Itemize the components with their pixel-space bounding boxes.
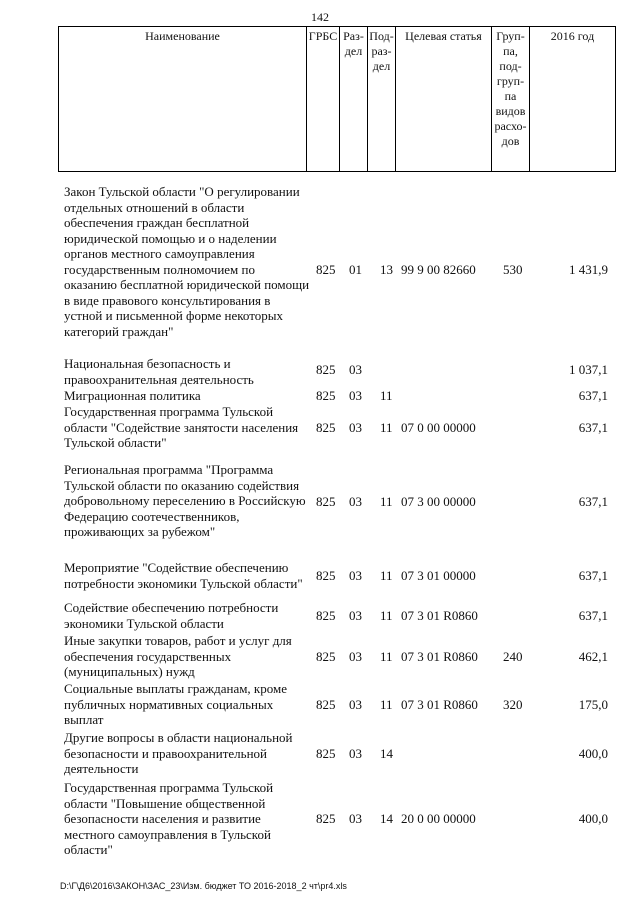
row-podrazdel: 11 [380, 608, 393, 623]
row-grbs: 825 [316, 568, 336, 583]
row-sum: 637,1 [578, 420, 608, 435]
row-podrazdel: 11 [380, 697, 393, 712]
row-podrazdel: 14 [380, 746, 393, 761]
row-name: Национальная безопасность и правоохранительная деятельность [64, 356, 254, 387]
row-name: Государственная программа Тульской области "Повышение общественной безопасности населения и развитие местного самоуправления в Тульской области" [64, 780, 274, 857]
row-vid: 240 [503, 649, 523, 664]
row-podrazdel: 11 [380, 494, 393, 509]
header-year: 2016 год [550, 29, 595, 43]
row-target: 99 9 00 82660 [401, 262, 476, 277]
row-name: Содействие обеспечению потребности экономики Тульской области [64, 600, 279, 631]
row-podrazdel: 11 [380, 649, 393, 664]
row-vid: 320 [503, 697, 523, 712]
row-sum: 1 431,9 [569, 262, 608, 277]
page-number: 142 [311, 10, 329, 24]
row-target: 07 3 01 R0860 [401, 649, 478, 664]
row-podrazdel: 11 [380, 568, 393, 583]
row-razdel: 03 [349, 420, 362, 435]
row-name: Мероприятие "Содействие обеспечению потребности экономики Тульской области" [64, 560, 303, 591]
row-podrazdel: 13 [380, 262, 393, 277]
row-razdel: 03 [349, 494, 362, 509]
row-grbs: 825 [316, 649, 336, 664]
row-grbs: 825 [316, 388, 336, 403]
row-razdel: 03 [349, 697, 362, 712]
row-sum: 175,0 [578, 697, 608, 712]
row-target: 07 3 00 00000 [401, 494, 476, 509]
row-podrazdel: 14 [380, 811, 393, 826]
row-razdel: 03 [349, 746, 362, 761]
row-name: Иные закупки товаров, работ и услуг для обеспечения государственных (муниципальных) нужд [64, 633, 292, 679]
row-grbs: 825 [316, 811, 336, 826]
file-path-footer: D:\Г\Д6\2016\ЗАКОН\ЗАС_23\Изм. бюджет ТО 2016-2018_2 чт\pr4.xls [60, 881, 347, 891]
row-target: 20 0 00 00000 [401, 811, 476, 826]
row-name: Закон Тульской области "О регулировании отдельных отношений в области обеспечения граждан бесплатной юридической помощью и о наделении органов местного самоуправления государственным полномочием по оказанию бесплатной юридической помощи в виде правового консультирования в устной и письменной форме некоторых категорий граждан" [64, 184, 310, 339]
header-target: Целевая статья [396, 27, 492, 171]
row-sum: 400,0 [578, 746, 608, 761]
row-razdel: 03 [349, 568, 362, 583]
row-name: Государственная программа Тульской области "Содействие занятости населения Тульской области" [64, 404, 299, 450]
row-razdel: 03 [349, 649, 362, 664]
row-name: Региональная программа "Программа Тульской области по оказанию содействия добровольному переселению в Российскую Федерацию соотечественников, проживающих за рубежом" [64, 462, 306, 539]
row-target: 07 3 01 00000 [401, 568, 476, 583]
row-sum: 637,1 [578, 388, 608, 403]
row-razdel: 03 [349, 388, 362, 403]
row-name: Социальные выплаты гражданам, кроме публичных нормативных социальных выплат [64, 681, 287, 727]
row-grbs: 825 [316, 697, 336, 712]
row-name: Миграционная политика [64, 388, 201, 403]
row-vid: 530 [503, 262, 523, 277]
row-target: 07 0 00 00000 [401, 420, 476, 435]
row-grbs: 825 [316, 746, 336, 761]
row-grbs: 825 [316, 420, 336, 435]
row-target: 07 3 01 R0860 [401, 697, 478, 712]
row-grbs: 825 [316, 608, 336, 623]
row-grbs: 825 [316, 494, 336, 509]
row-sum: 400,0 [578, 811, 608, 826]
row-name: Другие вопросы в области национальной безопасности и правоохранительной деятельности [64, 730, 293, 776]
row-razdel: 03 [349, 811, 362, 826]
row-sum: 637,1 [578, 608, 608, 623]
header-podrazdel: Под- раз- дел [368, 27, 396, 171]
row-sum: 462,1 [578, 649, 608, 664]
row-razdel: 03 [349, 608, 362, 623]
row-sum: 637,1 [578, 494, 608, 509]
row-sum: 637,1 [578, 568, 608, 583]
row-grbs: 825 [316, 362, 336, 377]
row-podrazdel: 11 [380, 420, 393, 435]
header-grbs: ГРБС [307, 27, 340, 171]
row-sum: 1 037,1 [569, 362, 608, 377]
row-podrazdel: 11 [380, 388, 393, 403]
row-razdel: 03 [349, 362, 362, 377]
header-name: Наименование [59, 27, 307, 171]
row-grbs: 825 [316, 262, 336, 277]
header-vid: Груп- па, под- груп- па видов расхо- дов [492, 27, 530, 171]
row-razdel: 01 [349, 262, 362, 277]
row-target: 07 3 01 R0860 [401, 608, 478, 623]
header-razdel: Раз- дел [340, 27, 368, 171]
